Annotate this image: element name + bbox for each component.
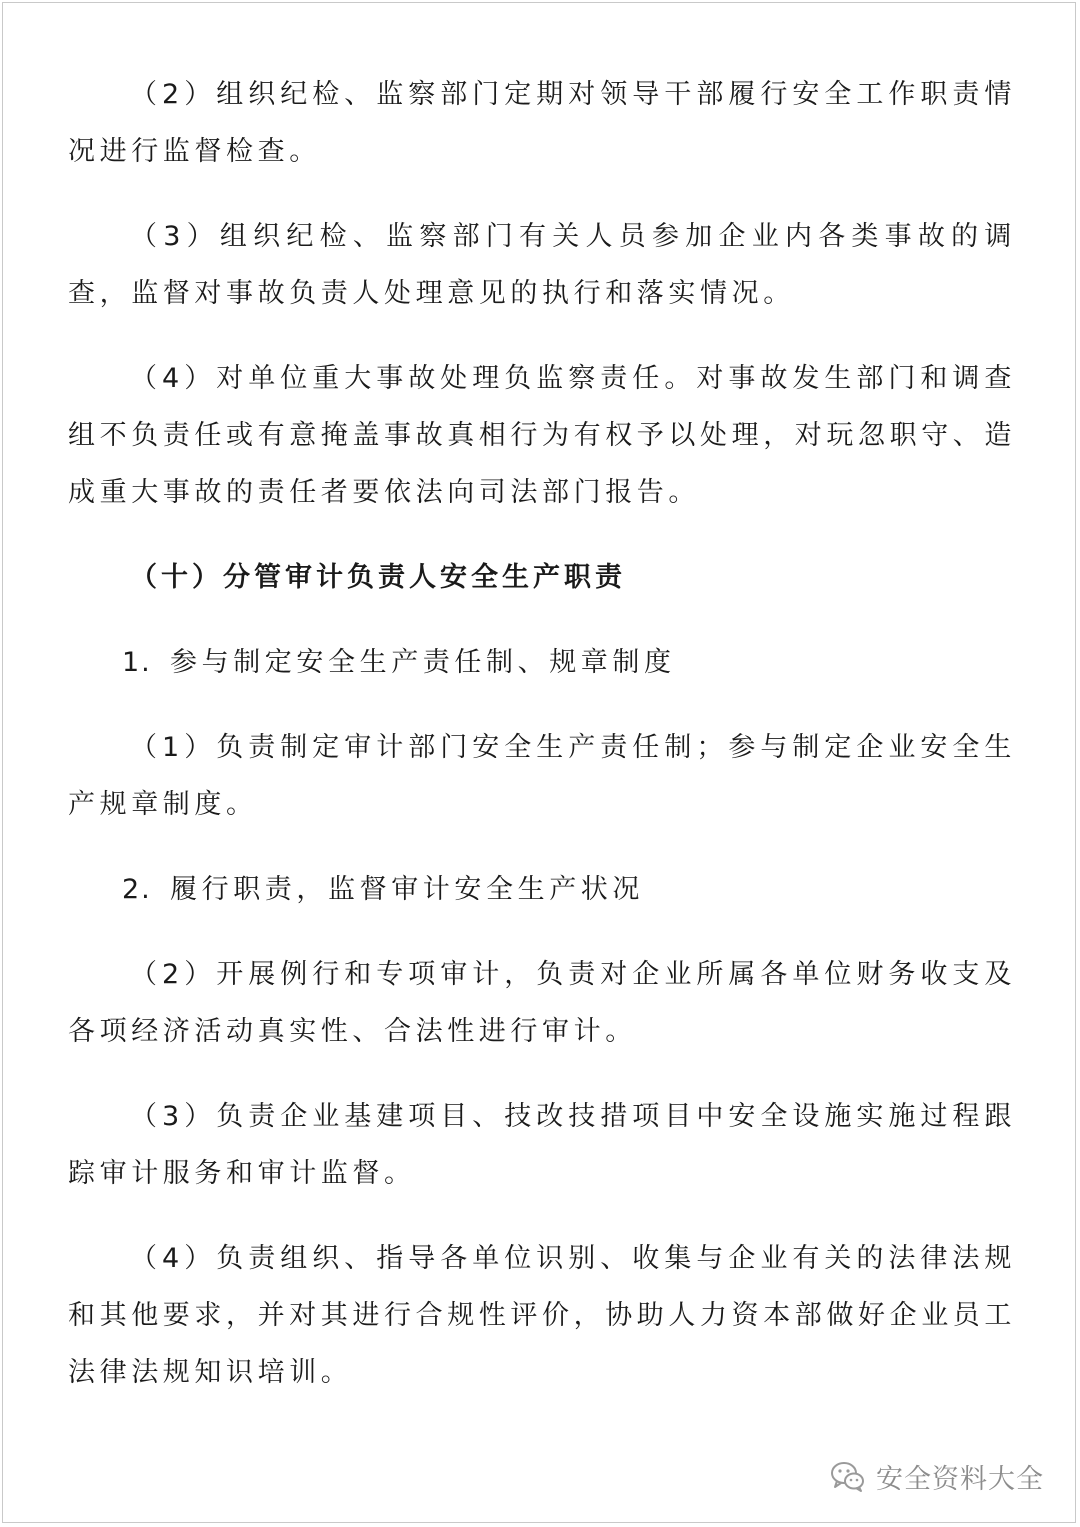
- item-2-paragraph-2: （2）开展例行和专项审计，负责对企业所属各单位财务收支及各项经济活动真实性、合法性进行审计。: [68, 959, 1016, 1047]
- item-1-text: 参与制定安全生产责任制、规章制度: [170, 647, 676, 678]
- item-2: [68, 861, 1016, 918]
- document-body: [68, 66, 1016, 1429]
- item-2-number: 2.: [122, 874, 152, 905]
- wechat-icon: [828, 1456, 868, 1496]
- paragraph-3: （3）组织纪检、监察部门有关人员参加企业内各类事故的调查，监督对事故负责人处理意见的执行和落实情况。: [68, 221, 1016, 309]
- paragraph-4: （4）对单位重大事故处理负监察责任。对事故发生部门和调查组不负责任或有意掩盖事故真相行为有权予以处理，对玩忽职守、造成重大事故的责任者要依法向司法部门报告。: [68, 363, 1016, 508]
- item-2-paragraph-3: （3）负责企业基建项目、技改技措项目中安全设施实施过程跟踪审计服务和审计监督。: [68, 1101, 1016, 1189]
- watermark-text: 安全资料大全: [876, 1463, 1044, 1495]
- watermark: [828, 1456, 1044, 1496]
- section-heading: （十）分管审计负责人安全生产职责: [130, 562, 626, 593]
- item-2-paragraph-4: （4）负责组织、指导各单位识别、收集与企业有关的法律法规和其他要求，并对其进行合规性评价，协助人力资本部做好企业员工法律法规知识培训。: [68, 1243, 1016, 1388]
- item-2-text: 履行职责，监督审计安全生产状况: [170, 874, 644, 905]
- item-1-paragraph-1: （1）负责制定审计部门安全生产责任制；参与制定企业安全生产规章制度。: [68, 732, 1016, 820]
- paragraph-2: （2）组织纪检、监察部门定期对领导干部履行安全工作职责情况进行监督检查。: [68, 79, 1016, 167]
- item-1-number: 1.: [122, 647, 152, 678]
- item-1: [68, 634, 1016, 691]
